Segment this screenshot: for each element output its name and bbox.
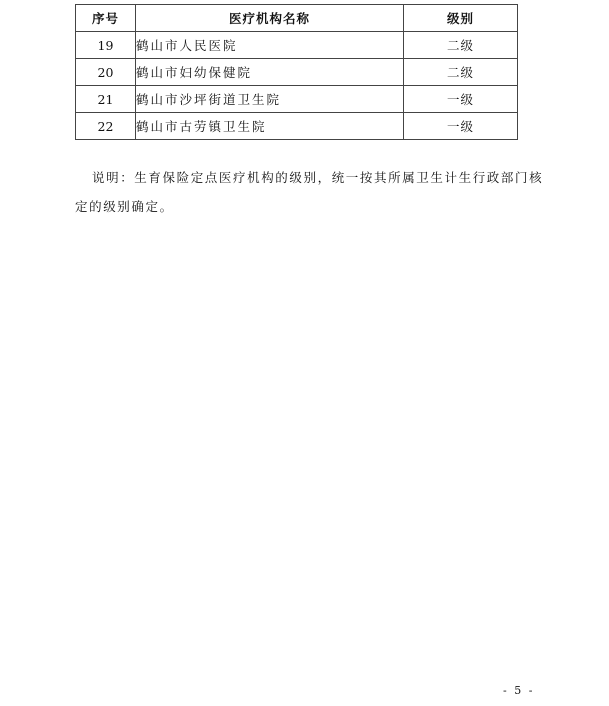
- row-level: 二级: [404, 59, 518, 86]
- row-serial-number: 20: [76, 59, 136, 86]
- header-institution-name: 医疗机构名称: [136, 5, 404, 32]
- header-level: 级别: [404, 5, 518, 32]
- row-level: 二级: [404, 32, 518, 59]
- row-serial-number: 22: [76, 113, 136, 140]
- table-row: [76, 59, 518, 86]
- table-row: [76, 113, 518, 140]
- table-header-row: [76, 5, 518, 32]
- row-institution-name: 鹤山市古劳镇卫生院: [136, 113, 404, 140]
- medical-institution-table: [75, 4, 518, 140]
- row-institution-name: 鹤山市妇幼保健院: [136, 59, 404, 86]
- row-serial-number: 21: [76, 86, 136, 113]
- explanatory-note: 说明：生育保险定点医疗机构的级别，统一按其所属卫生计生行政部门核定的级别确定。: [75, 170, 544, 214]
- row-serial-number: 19: [76, 32, 136, 59]
- row-institution-name: 鹤山市沙坪街道卫生院: [136, 86, 404, 113]
- table-row: [76, 32, 518, 59]
- row-institution-name: 鹤山市人民医院: [136, 32, 404, 59]
- header-serial-number: 序号: [76, 5, 136, 32]
- table-row: [76, 86, 518, 113]
- row-level: 一级: [404, 86, 518, 113]
- row-level: 一级: [404, 113, 518, 140]
- page-number: - 5 -: [503, 684, 535, 697]
